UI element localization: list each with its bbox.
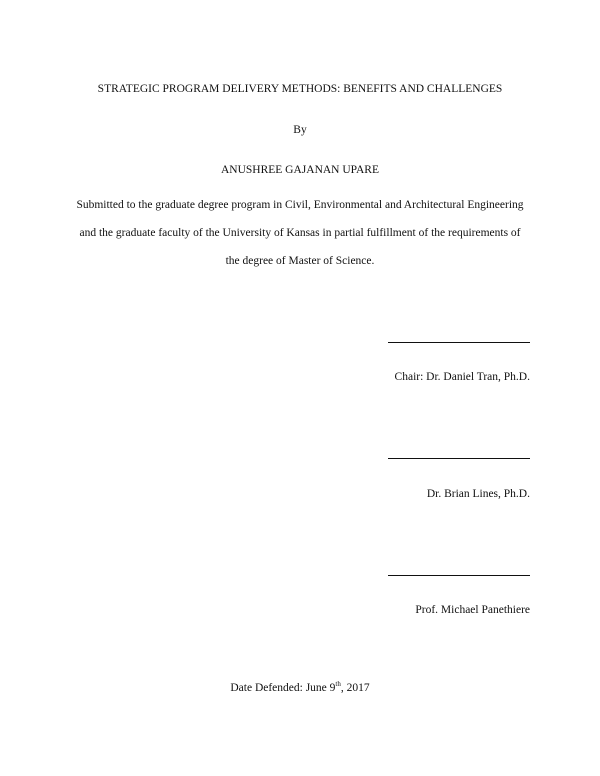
date-defended bbox=[0, 681, 600, 695]
signature-line-member-2 bbox=[388, 458, 530, 459]
thesis-title: STRATEGIC PROGRAM DELIVERY METHODS: BENEFITS AND CHALLENGES bbox=[97, 83, 503, 95]
submission-line-3: the degree of Master of Science. bbox=[225, 255, 375, 267]
committee-member-3: Prof. Michael Panethiere bbox=[415, 604, 530, 616]
submission-line-2: and the graduate faculty of the University of Kansas in partial fulfillment of the requirements of bbox=[79, 227, 521, 239]
date-ordinal-suffix: th bbox=[335, 680, 341, 689]
signature-line-member-3 bbox=[388, 575, 530, 576]
by-line: By bbox=[293, 124, 307, 136]
date-defended-year: , 2017 bbox=[340, 682, 370, 694]
signature-line-chair bbox=[388, 342, 530, 343]
date-defended-label: Date Defended: June 9 bbox=[230, 682, 336, 694]
submission-line-1: Submitted to the graduate degree program in Civil, Environmental and Architectural Engineering bbox=[76, 199, 524, 211]
author-name: ANUSHREE GAJANAN UPARE bbox=[220, 164, 380, 176]
committee-member-2: Dr. Brian Lines, Ph.D. bbox=[426, 488, 530, 500]
committee-member-chair: Chair: Dr. Daniel Tran, Ph.D. bbox=[394, 371, 530, 383]
